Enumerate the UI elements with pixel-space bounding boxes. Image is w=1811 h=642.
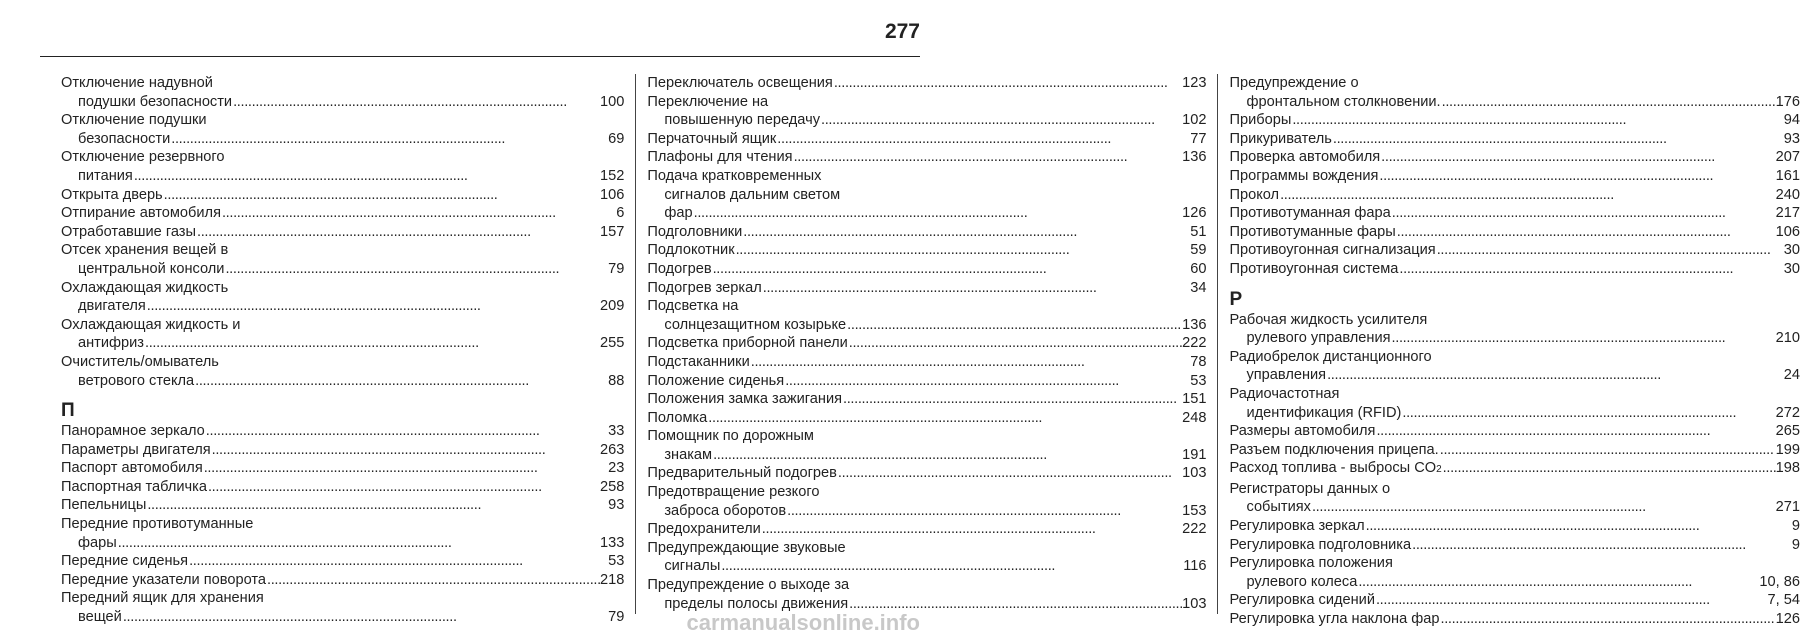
index-entry-text: Регулировка зеркал xyxy=(1229,518,1365,535)
index-entry-text: Открыта дверь xyxy=(61,186,163,203)
dot-leader xyxy=(743,223,1189,242)
dot-leader xyxy=(713,446,1181,465)
dot-leader xyxy=(147,297,599,316)
index-entry-text: Прикуриватель xyxy=(1229,130,1332,147)
index-entry-page[interactable]: 34 xyxy=(1190,279,1207,296)
index-entry xyxy=(61,148,624,185)
dot-leader xyxy=(171,130,607,149)
index-entry xyxy=(647,409,1206,428)
index-entry-page[interactable]: 136 xyxy=(1182,316,1207,333)
dot-leader xyxy=(785,372,1189,391)
dot-leader xyxy=(1442,93,1775,112)
dot-leader xyxy=(1437,241,1783,260)
dot-leader xyxy=(195,372,607,391)
index-entry xyxy=(647,279,1206,298)
index-entry-text: Пепельницы xyxy=(61,497,147,514)
index-entry-page[interactable]: 9 xyxy=(1791,536,1800,553)
dot-leader xyxy=(838,464,1181,483)
index-entry xyxy=(61,279,624,316)
index-entry-text: питания xyxy=(78,167,133,184)
index-entry-page[interactable]: 198 xyxy=(1775,460,1800,477)
index-entry-page[interactable]: 59 xyxy=(1190,242,1207,259)
index-entry xyxy=(1229,148,1800,167)
index-entry-text: Подогрев xyxy=(647,260,712,277)
index-entry-text: Положение сиденья xyxy=(647,372,785,389)
index-entry-text: Предохранители xyxy=(647,521,761,538)
index-entry xyxy=(61,459,624,478)
index-entry xyxy=(647,74,1206,93)
index-entry xyxy=(647,130,1206,149)
index-entry-page[interactable]: 240 xyxy=(1775,186,1800,203)
page-number: 277 xyxy=(884,20,920,43)
index-entry-text: событиях xyxy=(1246,499,1311,516)
index-entry-page[interactable]: 126 xyxy=(1182,205,1207,222)
index-entry-text: безопасности xyxy=(78,130,171,147)
index-entry-page[interactable]: 222 xyxy=(1182,521,1207,538)
index-entry-page[interactable]: 103 xyxy=(1182,595,1207,612)
index-entry xyxy=(1229,130,1800,149)
index-entry-text: Отключение подушки xyxy=(61,112,207,129)
index-entry-text: Передний ящик для хранения xyxy=(61,590,264,607)
index-entry xyxy=(647,390,1206,409)
index-entry-text: Паспорт автомобиля xyxy=(61,460,203,477)
dot-leader xyxy=(713,260,1190,279)
dot-leader xyxy=(1376,422,1774,441)
index-entry-text: Радиобрелок дистанционного xyxy=(1229,348,1432,365)
index-entry-text: Параметры двигателя xyxy=(61,441,211,458)
index-entry xyxy=(647,464,1206,483)
index-entry-text: фронтальном столкновении. xyxy=(1246,93,1441,110)
index-entry-text: Приборы xyxy=(1229,112,1292,129)
index-entry-text: фары xyxy=(78,534,117,551)
index-entry xyxy=(61,552,624,571)
index-entry-page[interactable]: 24 xyxy=(1783,367,1800,384)
index-entry-text: Передние противотуманные xyxy=(61,516,254,533)
dot-leader xyxy=(763,279,1190,298)
index-entry-text: Размеры автомобиля xyxy=(1229,423,1376,440)
dot-leader xyxy=(118,534,599,553)
dot-leader xyxy=(1443,459,1775,478)
dot-leader xyxy=(1402,404,1774,423)
index-entry-page[interactable]: 123 xyxy=(1182,75,1207,91)
index-entry xyxy=(647,372,1206,391)
index-entry-text: Подсветка на xyxy=(647,298,739,315)
index-entry-text: знакам xyxy=(664,446,713,463)
index-entry-text: пределы полосы движения xyxy=(664,595,849,612)
index-entry-page[interactable]: 106 xyxy=(600,186,625,203)
index-entry xyxy=(1229,385,1800,422)
index-entry-page[interactable]: 78 xyxy=(1190,353,1207,370)
index-entry-page[interactable]: 7, 54 xyxy=(1767,592,1800,609)
index-entry xyxy=(61,422,624,441)
index-entry xyxy=(61,223,624,242)
dot-leader xyxy=(189,552,607,571)
index-entry-text: фар xyxy=(664,205,693,222)
dot-leader xyxy=(204,459,607,478)
index-entry xyxy=(647,297,1206,334)
index-entry-text: Помощник по дорожным xyxy=(647,428,814,445)
dot-leader xyxy=(206,422,607,441)
index-entry-text: подушки безопасности xyxy=(78,93,233,110)
index-entry-text: Охлаждающая жидкость и xyxy=(61,316,241,333)
index-entry-text: Паспортная табличка xyxy=(61,478,207,495)
header-divider xyxy=(40,56,920,57)
index-entry-subscript: 2 xyxy=(1436,464,1442,476)
index-entry-page[interactable]: 255 xyxy=(600,335,625,352)
index-entry xyxy=(647,241,1206,260)
index-entry-page[interactable]: 151 xyxy=(1182,391,1207,408)
dot-leader xyxy=(164,186,599,205)
dot-leader xyxy=(1392,329,1775,348)
index-entry-text: Противоугонная система xyxy=(1229,260,1399,277)
index-entry-text: Предотвращение резкого xyxy=(647,484,820,501)
index-entry xyxy=(1229,480,1800,517)
index-entry-page[interactable]: 133 xyxy=(600,534,625,551)
dot-leader xyxy=(1333,130,1783,149)
watermark: carmanualsonline.info xyxy=(686,610,920,635)
index-entry xyxy=(61,496,624,515)
index-entry-text: рулевого колеса xyxy=(1246,573,1358,590)
index-entry xyxy=(1229,610,1800,629)
dot-leader xyxy=(849,334,1181,353)
index-entry-page[interactable]: 103 xyxy=(1182,465,1207,482)
index-entry-text: Расход топлива - выбросы CO xyxy=(1229,460,1437,477)
index-entry xyxy=(1229,422,1800,441)
index-entry-text: сигналов дальним светом xyxy=(664,186,841,203)
index-entry-page[interactable]: 199 xyxy=(1775,441,1800,458)
index-entry xyxy=(1229,348,1800,385)
dot-leader xyxy=(777,130,1189,149)
index-entry-text: Панорамное зеркало xyxy=(61,423,205,440)
dot-leader xyxy=(197,223,599,242)
dot-leader xyxy=(694,204,1182,223)
index-entry-text: вещей xyxy=(78,609,122,626)
index-entry-text: Перчаточный ящик xyxy=(647,130,777,147)
index-entry-text: Противотуманная фара xyxy=(1229,205,1391,222)
index-entry-text: Отпирание автомобиля xyxy=(61,205,221,222)
index-entry xyxy=(61,478,624,497)
index-entry xyxy=(61,571,624,590)
index-entry xyxy=(61,589,624,626)
dot-leader xyxy=(794,148,1182,167)
index-entry-page[interactable]: 94 xyxy=(1783,112,1800,129)
dot-leader xyxy=(222,204,615,223)
index-entry-page[interactable]: 263 xyxy=(600,441,625,458)
index-entry-text: Подлокотник xyxy=(647,242,735,259)
index-entry-page[interactable]: 116 xyxy=(1183,558,1207,575)
index-entry xyxy=(61,111,624,148)
index-entry-text: Радиочастотная xyxy=(1229,385,1340,402)
dot-leader xyxy=(1358,573,1758,592)
dot-leader xyxy=(123,608,607,627)
index-entry xyxy=(1229,74,1800,111)
dot-leader xyxy=(147,496,607,515)
index-entry-text: рулевого управления xyxy=(1246,330,1391,347)
index-entry-text: антифриз xyxy=(78,335,144,352)
index-entry xyxy=(647,148,1206,167)
dot-leader xyxy=(843,390,1181,409)
dot-leader xyxy=(787,502,1181,521)
index-entry-page[interactable]: 93 xyxy=(1783,130,1800,147)
index-section-letter: Р xyxy=(1229,288,1243,310)
dot-leader xyxy=(834,74,1181,93)
dot-leader xyxy=(1376,591,1767,610)
index-entry-text: управления xyxy=(1246,367,1327,384)
index-entry xyxy=(61,353,624,390)
index-entry-page[interactable]: 93 xyxy=(608,497,625,514)
index-entry xyxy=(647,334,1206,353)
index-entry-text: Регулировка угла наклона фар xyxy=(1229,611,1440,628)
index-entry-text: Подстаканники xyxy=(647,353,750,370)
index-entry-page[interactable]: 23 xyxy=(608,460,625,477)
index-entry xyxy=(647,167,1206,223)
index-entry-page[interactable]: 6 xyxy=(616,205,625,222)
dot-leader xyxy=(736,241,1190,260)
index-entry xyxy=(61,441,624,460)
dot-leader xyxy=(208,478,599,497)
index-entry-text: солнцезащитном козырьке xyxy=(664,316,847,333)
index-entry-text: Предварительный подогрев xyxy=(647,465,837,482)
index-entry-text: Программы вождения xyxy=(1229,167,1379,184)
index-entry xyxy=(1229,591,1800,610)
index-entry-page[interactable]: 9 xyxy=(1791,518,1800,535)
index-entry-text: Рабочая жидкость усилителя xyxy=(1229,311,1428,328)
index-entry-page[interactable]: 152 xyxy=(600,167,625,184)
index-entry-text: Подголовники xyxy=(647,223,743,240)
index-entry-text: Передние сиденья xyxy=(61,553,189,570)
index-entry-text: Плафоны для чтения xyxy=(647,149,793,166)
index-entry-text: Отсек хранения вещей в xyxy=(61,242,229,259)
index-entry-text: Предупреждающие звуковые xyxy=(647,539,846,556)
index-entry-text: Разъем подключения прицепа. xyxy=(1229,441,1439,458)
index-entry xyxy=(1229,311,1800,348)
index-entry-text: Регулировка положения xyxy=(1229,555,1393,572)
index-entry xyxy=(1229,186,1800,205)
index-entry-page[interactable]: 222 xyxy=(1182,335,1207,352)
dot-leader xyxy=(212,441,599,460)
index-entry-page[interactable]: 248 xyxy=(1182,409,1207,426)
index-entry-page[interactable]: 77 xyxy=(1190,130,1207,147)
index-entry-text: центральной консоли xyxy=(78,260,225,277)
dot-leader xyxy=(708,409,1181,428)
index-entry-text: Подача кратковременных xyxy=(647,167,822,184)
index-entry-text: повышенную передачу xyxy=(664,112,821,129)
index-entry-text: Регулировка сидений xyxy=(1229,592,1375,609)
dot-leader xyxy=(1327,366,1783,385)
dot-leader xyxy=(1381,148,1774,167)
dot-leader xyxy=(751,353,1190,372)
dot-leader xyxy=(145,334,599,353)
dot-leader xyxy=(1292,111,1782,130)
index-entry-page[interactable]: 271 xyxy=(1775,499,1800,516)
index-entry-page[interactable]: 79 xyxy=(608,609,625,626)
index-column-1 xyxy=(40,74,635,626)
index-entry xyxy=(1229,223,1800,242)
index-entry-text: Противотуманные фары xyxy=(1229,223,1396,240)
index-entry-page[interactable]: 100 xyxy=(600,93,625,110)
dot-leader xyxy=(233,93,599,112)
index-entry xyxy=(61,186,624,205)
index-entry-text: Регистраторы данных о xyxy=(1229,480,1391,497)
index-entry xyxy=(61,74,624,111)
index-entry-page[interactable]: 136 xyxy=(1182,149,1207,166)
index-entry xyxy=(1229,260,1800,279)
index-entry-text: ветрового стекла xyxy=(78,372,195,389)
index-entry-text: Положения замка зажигания xyxy=(647,391,842,408)
index-entry-page[interactable]: 272 xyxy=(1775,404,1800,421)
index-entry-page[interactable]: 69 xyxy=(608,130,625,147)
index-entry-text: Поломка xyxy=(647,409,708,426)
index-entry-page[interactable]: 126 xyxy=(1775,611,1800,628)
dot-leader xyxy=(1399,260,1782,279)
index-entry xyxy=(1229,241,1800,260)
dot-leader xyxy=(1392,204,1775,223)
dot-leader xyxy=(134,167,599,186)
index-entry-text: Переключение на xyxy=(647,93,769,110)
index-entry xyxy=(1229,204,1800,223)
index-entry-page[interactable]: 258 xyxy=(600,478,625,495)
index-entry-page[interactable]: 30 xyxy=(1783,242,1800,259)
dot-leader xyxy=(821,111,1181,130)
index-entry xyxy=(61,316,624,353)
index-entry-text: Предупреждение о xyxy=(1229,75,1359,91)
index-entry-text: Очиститель/омыватель xyxy=(61,353,219,370)
index-entry-text: Передние указатели поворота xyxy=(61,571,267,588)
index-entry-page[interactable]: 10, 86 xyxy=(1759,573,1800,590)
index-entry-page[interactable]: 191 xyxy=(1182,446,1207,463)
index-entry xyxy=(1229,111,1800,130)
index-entry-page[interactable]: 217 xyxy=(1775,205,1800,222)
dot-leader xyxy=(225,260,607,279)
index-entry-text: Отключение резервного xyxy=(61,149,225,166)
dot-leader xyxy=(1412,536,1791,555)
index-entry-text: Проверка автомобиля xyxy=(1229,149,1381,166)
dot-leader xyxy=(1440,441,1775,460)
index-entry-page[interactable]: 79 xyxy=(608,260,625,277)
index-column-3 xyxy=(1217,74,1811,628)
index-entry xyxy=(647,223,1206,242)
index-entry-page[interactable]: 265 xyxy=(1775,423,1800,440)
index-entry-page[interactable]: 207 xyxy=(1775,149,1800,166)
dot-leader xyxy=(1366,517,1791,536)
index-entry xyxy=(647,483,1206,520)
index-entry-page[interactable]: 157 xyxy=(600,223,625,240)
index-entry xyxy=(61,241,624,278)
index-entry xyxy=(647,93,1206,130)
dot-leader xyxy=(1441,610,1775,629)
index-entry xyxy=(647,520,1206,539)
dot-leader xyxy=(1397,223,1775,242)
index-entry-text: Регулировка подголовника xyxy=(1229,536,1412,553)
index-entry-page[interactable]: 209 xyxy=(600,298,625,315)
index-entry xyxy=(1229,459,1800,480)
index-entry-text: идентификация (RFID) xyxy=(1246,404,1402,421)
index-entry xyxy=(1229,554,1800,591)
index-entry xyxy=(647,260,1206,279)
index-entry-page[interactable]: 88 xyxy=(608,372,625,389)
index-entry-page[interactable]: 53 xyxy=(608,553,625,570)
index-entry-page[interactable]: 218 xyxy=(600,571,625,588)
index-entry-text: Отключение надувной xyxy=(61,75,213,91)
index-entry-page[interactable]: 176 xyxy=(1775,93,1800,110)
index-entry xyxy=(1229,167,1800,186)
index-entry-page[interactable]: 33 xyxy=(608,423,625,440)
index-entry-page[interactable]: 106 xyxy=(1775,223,1800,240)
index-section-letter: П xyxy=(61,400,75,422)
index-entry-text: Противоугонная сигнализация xyxy=(1229,242,1436,259)
index-entry xyxy=(1229,517,1800,536)
index-entry-text: Подсветка приборной панели xyxy=(647,335,848,352)
dot-leader xyxy=(847,316,1181,335)
index-entry-page[interactable]: 53 xyxy=(1190,372,1207,389)
index-entry-page[interactable]: 102 xyxy=(1182,112,1207,129)
index-entry-text: двигателя xyxy=(78,298,146,315)
index-entry-page[interactable]: 51 xyxy=(1190,223,1207,240)
index-entry xyxy=(647,576,1206,613)
index-entry-text: Охлаждающая жидкость xyxy=(61,279,229,296)
index-entry-text: Предупреждение о выходе за xyxy=(647,577,850,594)
index-entry xyxy=(647,539,1206,576)
index-entry-text: заброса оборотов xyxy=(664,502,787,519)
dot-leader xyxy=(1379,167,1774,186)
dot-leader xyxy=(1312,498,1775,517)
dot-leader xyxy=(762,520,1181,539)
index-entry-page[interactable]: 30 xyxy=(1783,260,1800,277)
index-entry-text: Прокол xyxy=(1229,186,1280,203)
index-entry-text: Подогрев зеркал xyxy=(647,279,762,296)
index-entry xyxy=(1229,536,1800,555)
index-entry xyxy=(1229,441,1800,460)
index-entry-page[interactable]: 60 xyxy=(1190,260,1207,277)
index-entry-page[interactable]: 153 xyxy=(1182,502,1207,519)
dot-leader xyxy=(267,571,599,590)
index-entry xyxy=(647,353,1206,372)
dot-leader xyxy=(1280,186,1775,205)
index-entry xyxy=(61,204,624,223)
index-entry-text: Отработавшие газы xyxy=(61,223,196,240)
index-entry-page[interactable]: 161 xyxy=(1775,167,1800,184)
index-entry-text: Переключатель освещения xyxy=(647,75,833,91)
index-entry-page[interactable]: 210 xyxy=(1775,330,1800,347)
index-column-2 xyxy=(635,74,1217,614)
index-entry-text: сигналы xyxy=(664,558,721,575)
index-entry xyxy=(647,427,1206,464)
dot-leader xyxy=(721,557,1182,576)
index-entry xyxy=(61,515,624,552)
